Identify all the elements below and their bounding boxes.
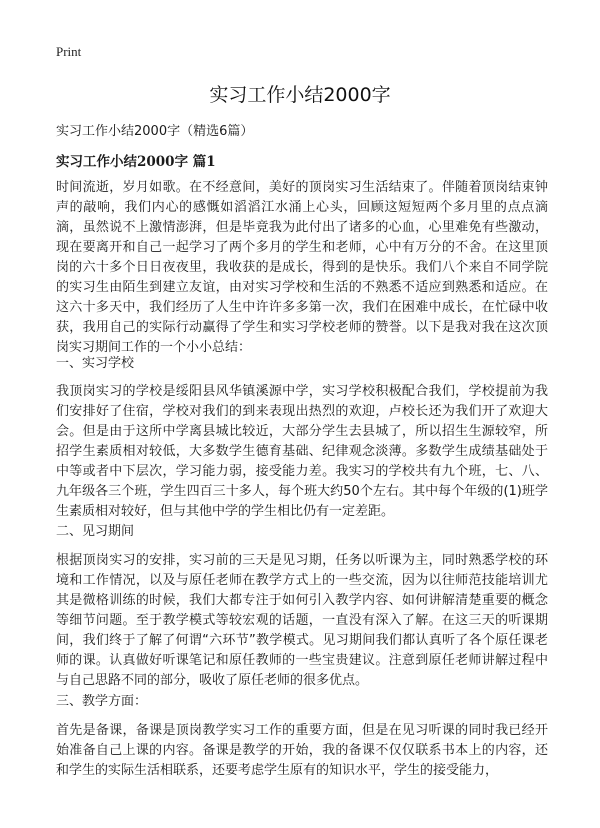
section-heading-observation: 二、见习期间: [56, 524, 135, 539]
section-body-teaching: 首先是备课，备课是顶岗教学实习工作的重要方面，但是在见习听课的同时我已经开始准备自己上课的内容。备课是教学的开始，我的备课不仅仅联系书本上的内容，还和学生的实际生活相联系，还要考虑学生原有的知识水平，学生的接受能力，: [56, 723, 548, 778]
section-heading-school: 一、实习学校: [56, 356, 135, 371]
print-link[interactable]: Print: [56, 44, 82, 59]
section-heading-teaching: 三、教学方面：: [56, 694, 148, 709]
section-body-observation: 根据顶岗实习的安排，实习前的三天是见习期，任务以听课为主，同时熟悉学校的环境和工作情况，以及与原任老师在教学方式上的一些交流，因为以往师范技能培训尤其是微格训练的时候，我们大都专注于如何引入教学内容、如何讲解清楚重要的概念等细节问题。至于教学模式等较宏观的话题，一直没有深入了解。在这三天的听课期间，我们终于了解了何谓“六环节”教学模式。见习期间我们都认真听了各个原任课老师的课。认真做好听课笔记和原任教师的一些宝贵建议。注意到原任老师讲解过程中与自己思路不同的部分，吸收了原任老师的很多优点。: [56, 553, 548, 688]
intro-paragraph: 时间流逝，岁月如歌。在不经意间，美好的顶岗实习生活结束了。伴随着顶岗结束钟声的敲响，我们内心的感慨如滔滔江水涌上心头，回顾这短短两个多月里的点点滴滴，虽然说不上激情澎湃，但是毕竟我为此付出了诸多的心血，心里难免有些激动，现在要离开和自己一起学习了两个多月的学生和老师，心中有万分的不舍。在这里顶岗的六十多个日日夜夜里，我收获的是成长，得到的是快乐。我们八个来自不同学院的实习生由陌生到建立友谊，由对实习学校和生活的不熟悉不适应到熟悉和适应。在这六十多天中，我们经历了人生中许许多多第一次，我们在困难中成长，在忙碌中收获，我用自己的实际行动赢得了学生和实习学校老师的赞誉。以下是我对我在这次顶岗实习期间工作的一个小小总结：: [56, 180, 548, 355]
document-title: 实习工作小结2000字: [209, 84, 391, 106]
section-body-school: 我顶岗实习的学校是绥阳县风华镇溪源中学，实习学校积极配合我们，学校提前为我们安排好了住宿，学校对我们的到来表现出热烈的欢迎，卢校长还为我们开了欢迎大会。但是由于这所中学离县城比较近，大部分学生去县城了，所以招生生源较窄，所招学生素质相对较低，大多数学生德育基础、纪律观念淡薄。多数学生成绩基础处于中等或者中下层次，学习能力弱，接受能力差。我实习的学校共有九个班，七、八、九年级各三个班，学生四百三十多人，每个班大约50个左右。其中每个年级的(1)班学生素质相对较好，但与其他中学的学生相比仍有一定差距。: [56, 384, 548, 519]
document-subtitle: 实习工作小结2000字（精选6篇）: [56, 124, 254, 139]
chapter-heading: 实习工作小结2000字 篇1: [56, 154, 216, 170]
